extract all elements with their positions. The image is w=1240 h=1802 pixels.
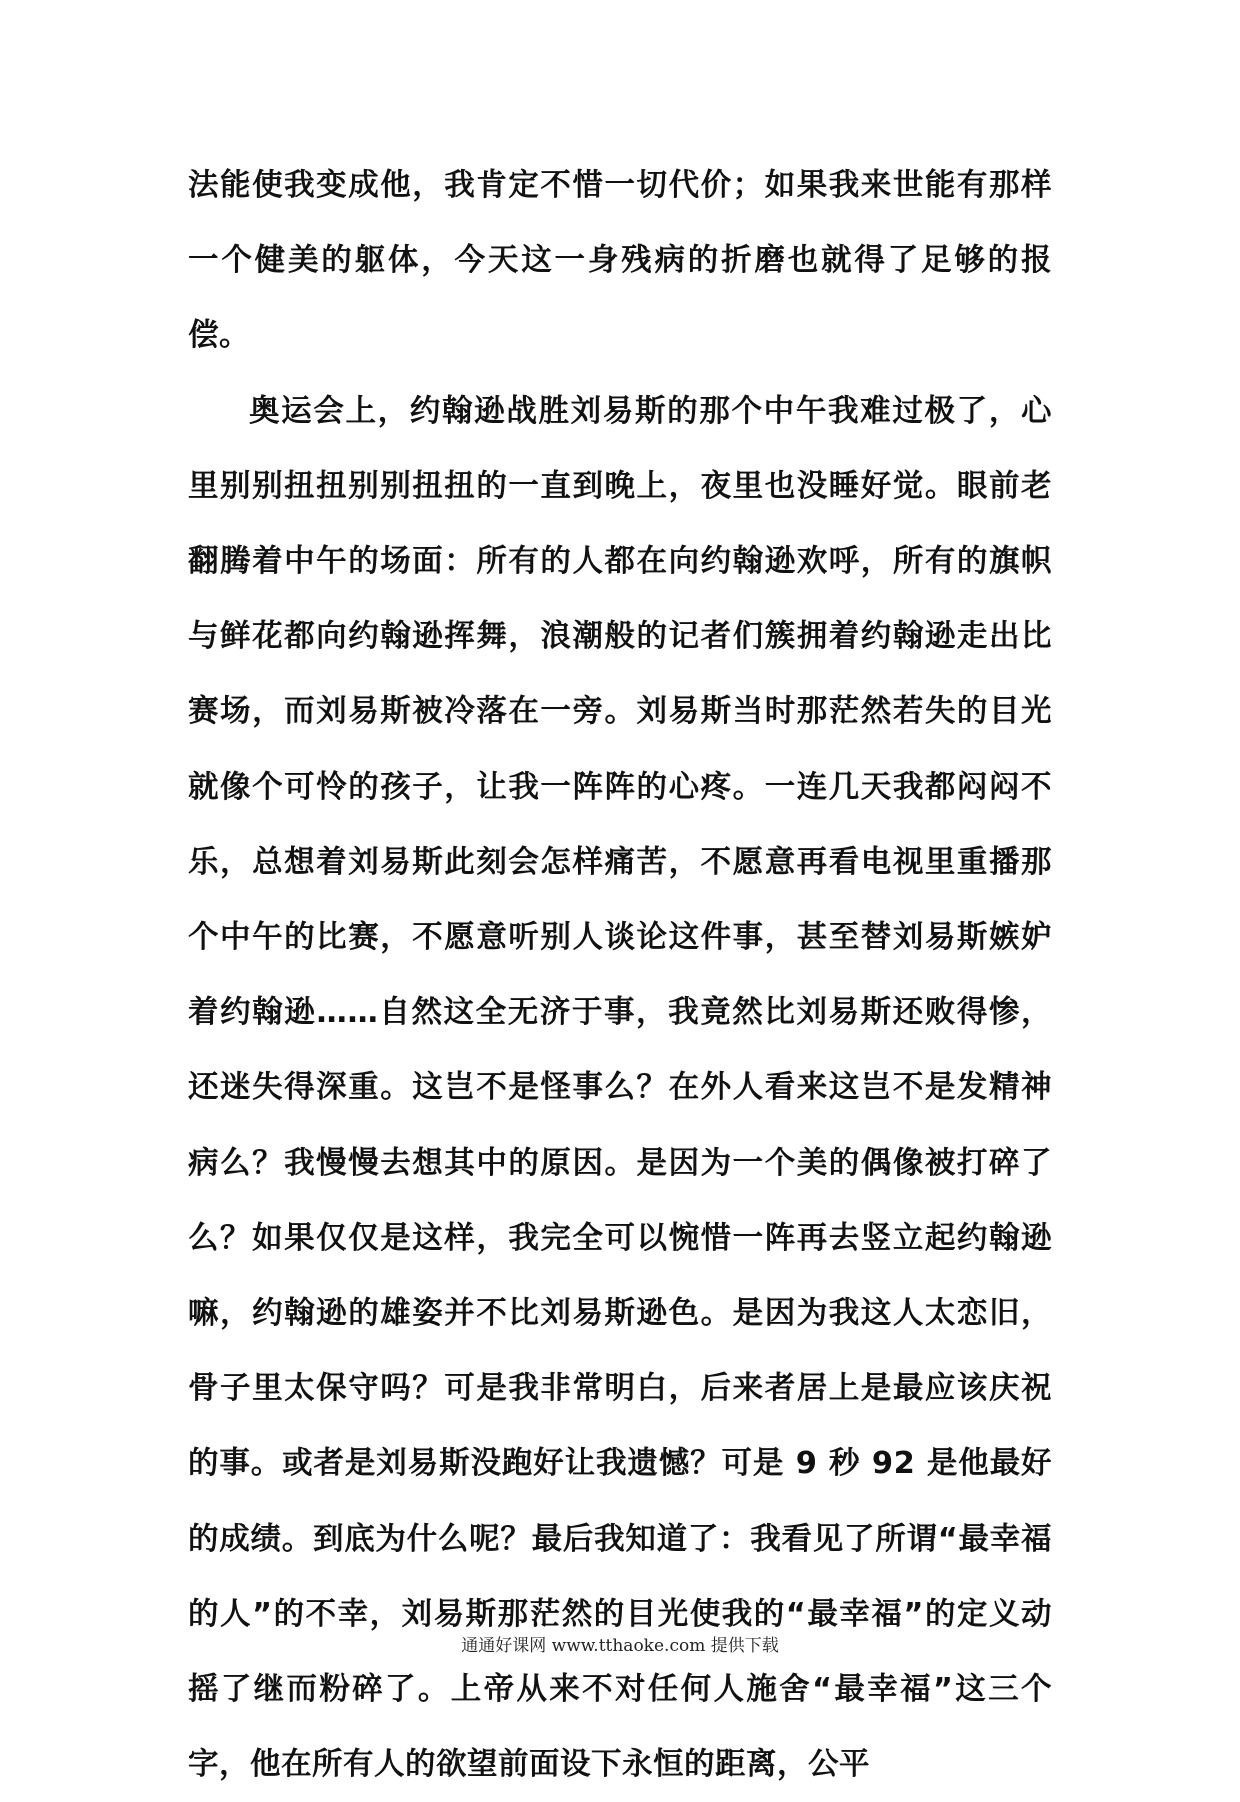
document-body	[188, 148, 1052, 1802]
page-footer: 通通好课网 www.tthaoke.com 提供下载	[461, 1636, 779, 1656]
paragraph-olympics: 奥运会上，约翰逊战胜刘易斯的那个中午我难过极了，心里别别扭扭别别扭扭的一直到晚上，夜里也没睡好觉。眼前老翻腾着中午的场面：所有的人都在向约翰逊欢呼，所有的旗帜与鲜花都向约翰逊挥舞，浪潮般的记者们簇拥着约翰逊走出比赛场，而刘易斯被冷落在一旁。刘易斯当时那茫然若失的目光就像个可怜的孩子，让我一阵阵的心疼。一连几天我都闷闷不乐，总想着刘易斯此刻会怎样痛苦，不愿意再看电视里重播那个中午的比赛，不愿意听别人谈论这件事，甚至替刘易斯嫉妒着约翰逊……自然这全无济于事，我竟然比刘易斯还败得惨，还迷失得深重。这岂不是怪事么？在外人看来这岂不是发精神病么？我慢慢去想其中的原因。是因为一个美的偶像被打碎了么？如果仅仅是这样，我完全可以惋惜一阵再去竖立起约翰逊嘛，约翰逊的雄姿并不比刘易斯逊色。是因为我这人太恋旧，骨子里太保守吗？可是我非常明白，后来者居上是最应该庆祝的事。或者是刘易斯没跑好让我遗憾？可是 9 秒 92 是他最好的成绩。到底为什么呢？最后我知道了：我看见了所谓“最幸福的人”的不幸，刘易斯那茫然的目光使我的“最幸福”的定义动摇了继而粉碎了。上帝从来不对任何人施舍“最幸福”这三个字，他在所有人的欲望前面设下永恒的距离，公平	[188, 393, 1052, 1783]
paragraph-continued: 法能使我变成他，我肯定不惜一切代价；如果我来世能有那样一个健美的躯体，今天这一身残病的折磨也就得了足够的报偿。	[188, 168, 1052, 354]
